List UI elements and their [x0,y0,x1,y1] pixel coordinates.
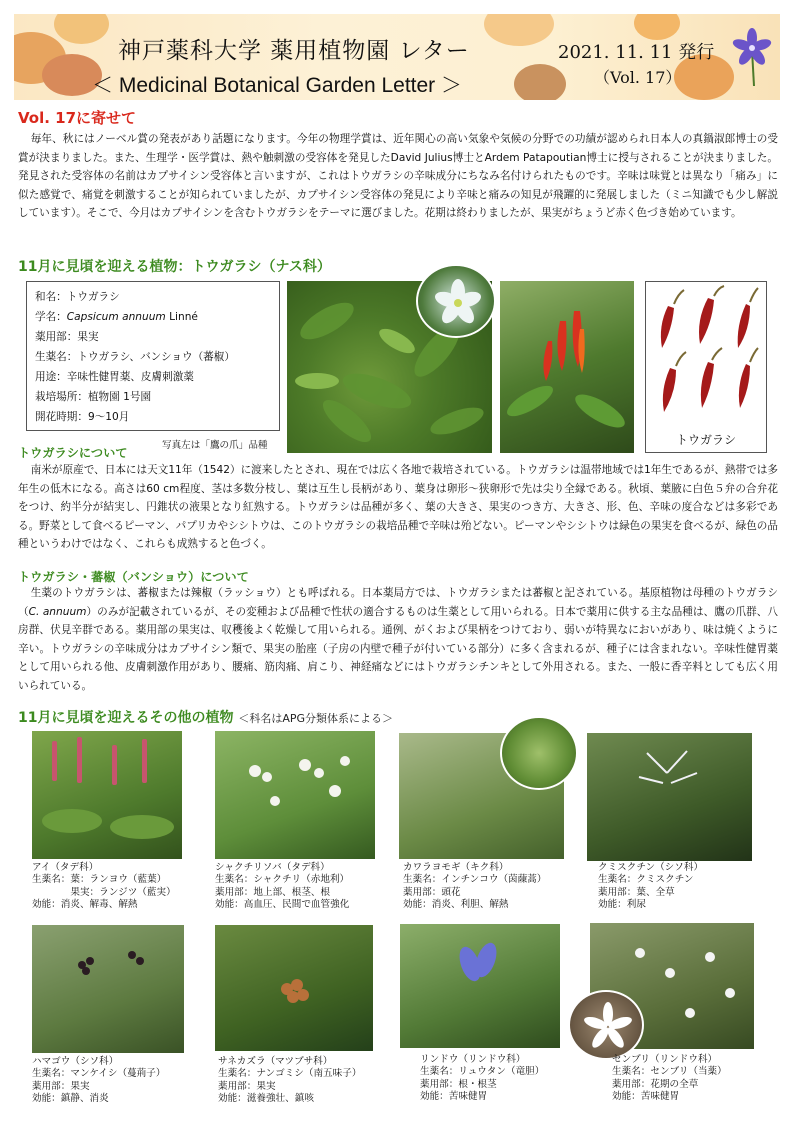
feature-heading: 11月に見頃を迎える植物：トウガラシ（ナス科） [18,259,331,275]
crude-drug-heading: トウガラシ・蕃椒（バンショウ）について [18,570,249,584]
newsletter-title: 神戸薬科大学 薬用植物園 レター [118,38,470,64]
dried-chili-label: トウガラシ [675,433,736,447]
about-heading: トウガラシについて [18,446,128,460]
plant-photo-shakuchirisoba [215,731,375,859]
plant-card-senburi: センブリ（リンドウ科） 生薬名：センブリ（当薬） 薬用部：花期の全草 効能：苦味健胃 [612,1054,727,1103]
plant-card-rindou: リンドウ（リンドウ科） 生薬名：リュウタン（竜胆） 薬用部：根・根茎 効能：苦味健胃 [420,1054,545,1103]
info-medicinal-part: 薬用部：果実 [35,331,99,343]
plant-photo-sanekazura [215,925,373,1051]
classification-note: ＜科名はAPG分類体系による＞ [238,712,394,725]
plant-photo-ai [32,731,182,859]
chili-fruit-photo [500,281,634,453]
chili-flower-inset [416,264,496,338]
senburi-inset [568,990,644,1060]
header-banner [14,14,780,100]
plant-card-ai: アイ（タデ科） 生薬名：葉：ランヨウ（藍葉） 果実：ランジツ（藍実） 効能：消炎、解毒、解熱 [32,862,176,911]
photo-caption: 写真左は「鷹の爪」品種 [162,440,268,451]
info-japanese-name: 和名：トウガラシ [35,291,120,303]
about-paragraph: 南米が原産で、日本には天文11年（1542）に渡来したとされ、現在では広く各地で栽培されている。トウガラシは温帯地域では1年生であるが、熱帯では多年生の低木になる。高さは60 cm程度、茎は多数分枝し、葉は互生し長柄があり、葉身は卵形～狭卵形で先は尖り全縁である。秋頃、葉腋に白色５弁の合弁花をつけ、約半分が結実し、円錐状の液果となり紅熟する。トウガラシは品種が多く、葉の大きさ、果実のつき方、大きさ、形、色、辛味の度合などは多彩である。野菜として食べるピーマン、パプリカやシシトウは、このトウガラシの栽培品種で辛味は殆どない。ピーマンやシシトウは緑色の果実を食べるが、緑色の品種というわけではなく、これらも成熟すると色づく。 [18,464,778,551]
plant-photo-rindou [400,924,560,1048]
crude-drug-paragraph: 生薬のトウガラシは、蕃椒または辣椒（ラッショウ）とも呼ばれる。日本薬局方では、トウガラシまたは蕃椒と記されている。基原植物は母種のトウガラシ（C. annuum）のみが記載されているが、その変種および品種で性状の適合するものは生薬として用いられる。日本で薬用に供する主な品種は、鷹の爪群、八房群、伏見辛群である。薬用部の果実は、収穫後よく乾燥して用いられる。通例、がくおよび果柄をつけており、弱いが特異なにおいがあり、味は焼くように辛い。トウガラシの辛味成分はカプサイシン類で、果実の胎座（子房の内壁で種子が付いている部分）に多く含まれるが、種子には含まれない。辛味性健胃薬として用いられる他、皮膚刺激作用があり、腰痛、筋肉痛、肩こり、神経痛などにはトウガラシチンキとして外用される。また、一般に香辛料としても広く用いられている。 [18,587,778,692]
info-crude-drug-name: 生薬名：トウガラシ、バンショウ（蕃椒） [35,351,235,363]
plant-info-box [26,281,280,431]
plant-photo-kumisukuchin [587,733,752,861]
bellflower-icon [730,28,776,88]
leaf-decoration [484,14,554,46]
plant-photo-hamagou [32,925,184,1053]
others-heading: 11月に見頃を迎えるその他の植物 ＜科名はAPG分類体系による＞ [18,710,394,726]
issue-volume: （Vol. 17） [594,68,682,87]
info-location: 栽培場所：植物園 1号園 [35,391,152,403]
dried-chili-box [645,281,767,453]
chestnut-decoration [514,64,566,100]
intro-paragraph: 毎年、秋にはノーベル賞の発表があり話題になります。今年の物理学賞は、近年関心の高い気象や気候の分野での功績が認められ日本人の真鍋淑郎博士の受賞が決まりました。また、生理学・医学賞は、熱や触刺激の受容体を発見したDavid Julius博士とArdem Patapoutian博士に授与されることが決まりました。発見された受容体の名前はカプサイシン受容体と言いますが、これはトウガラシの辛味成分にちなみ名付けられたものです。辛味は味覚とは異なり「痛み」に似た感覚で、痛覚を刺激することが知られていましたが、カプサイシン受容体の発見により辛味と痛みの知見が飛躍的に発展しました（ミニ知識でも少し解説しています）。そこで、今月はカプサイシンを含むトウガラシをテーマに選びました。花期は終わりましたが、果実がちょうど赤く色づき始めています。 [18,133,778,220]
info-scientific-name: 学名：Capsicum annuum Linné [35,311,198,323]
newsletter-subtitle: ＜ Medicinal Botanical Garden Letter ＞ [92,74,463,97]
leaf-decoration [54,14,109,44]
plant-card-sanekazura: サネカズラ（マツブサ科） 生薬名：ナンゴミシ（南五味子） 薬用部：果実 効能：滋養強壮、鎮咳 [218,1056,362,1105]
issue-date: 2021. 11. 11 発行 [558,42,715,63]
intro-heading: Vol. 17に寄せて [18,109,137,127]
plant-card-kumisukuchin: クミスクチン（シソ科） 生薬名：クミスクチン 薬用部：葉、全草 効能：利尿 [598,862,704,911]
kawarayomogi-inset [500,716,578,790]
plant-card-kawarayomogi: カワラヨモギ（キク科） 生薬名：インチンコウ（茵蔯蒿） 薬用部：頭花 効能：消炎、利胆、解熱 [403,862,547,911]
leaf-decoration [634,14,680,40]
info-bloom-period: 開花時期：9～10月 [35,411,130,423]
plant-card-hamagou: ハマゴウ（シソ科） 生薬名：マンケイシ（蔓荊子） 薬用部：果実 効能：鎮静、消炎 [32,1056,166,1105]
info-usage: 用途：辛味性健胃薬、皮膚刺激薬 [35,371,194,383]
plant-card-shakuchirisoba: シャクチリソバ（タデ科） 生薬名：シャクチリ（赤地利） 薬用部：地上部、根茎、根 効能：高血圧、民間で血管強化 [215,862,350,911]
